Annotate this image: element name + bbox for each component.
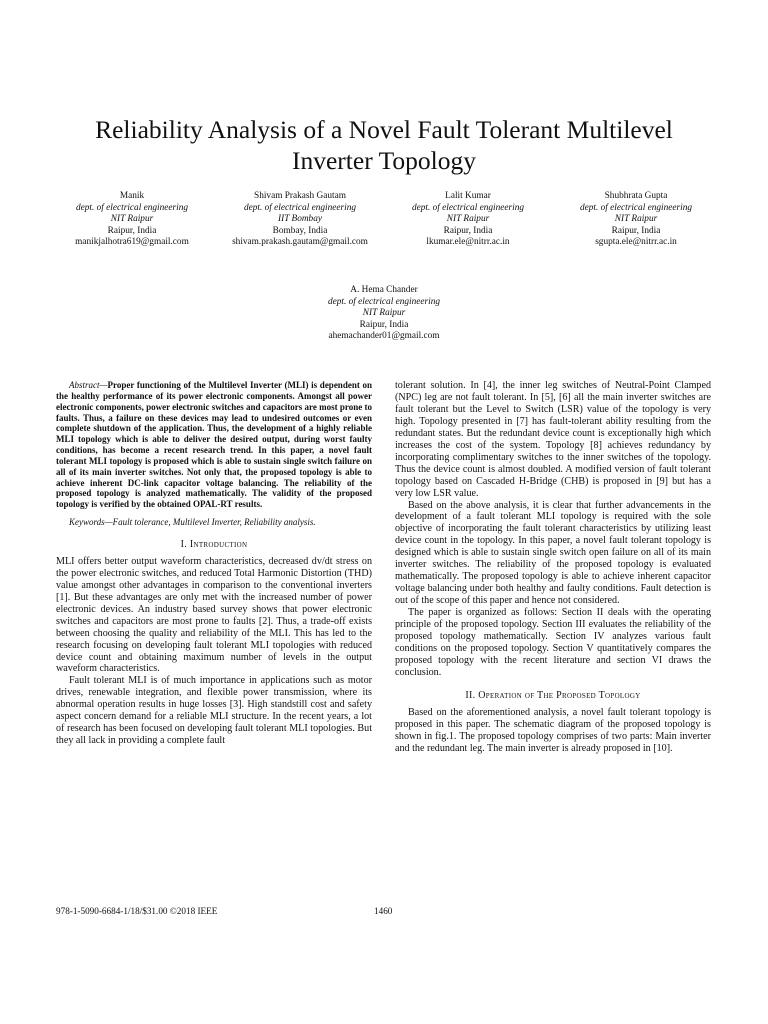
- author-institution: NIT Raipur: [110, 214, 154, 224]
- body-paragraph: tolerant solution. In [4], the inner leg switches of Neutral-Point Clamped (NPC) leg are not fault tolerant. In [5], [6] all the main inverter switches are fault tolerant but the Level to Switch (LSR) value of the topology is very high. Topology presented in [7] has fault-tolerant ability resulting from the redundant states. But the redundant device count is exceptionally high which increases the cost of the system. Topology [8] achieves redundancy by incorporating complimentary switches to the inner switches of the topology. Thus the device count is almost doubled. A modified version of fault tolerant topology based on Cascaded H-Bridge (CHB) is proposed in [9] but has a very low LSR value.: [395, 380, 711, 499]
- abstract-body: Proper functioning of the Multilevel Inverter (MLI) is dependent on the healthy performance of its power electronic components. Amongst all power electronic components, power electronic switches and capacitors are most prone to faults. Thus, a failure on these devices may lead to undesired outcomes or even complete shutdown of the application. Thus, the development of a highly reliable MLI topology which is able to deliver the desired output, during worst faulty conditions, has become a recent research trend. In this paper, a novel fault tolerant MLI topology is proposed which is able to sustain single switch failure on all of its main inverter switches. Not only that, the proposed topology is able to achieve inherent DC-link capacitor voltage balancing. The reliability of the proposed topology is analyzed mathematically. The validity of the proposed topology is verified by the obtained OPAL-RT results.: [56, 380, 372, 510]
- author-dept: dept. of electrical engineering: [243, 202, 357, 213]
- author-email: manikjalhotra619@gmail.com: [75, 237, 189, 247]
- paper-title: Reliability Analysis of a Novel Fault Tolerant Multilevel Inverter Topology: [95, 115, 673, 175]
- body-paragraph: MLI offers better output waveform characteristics, decreased dv/dt stress on the power electronic switches, and reduced Total Harmonic Distortion (THD) value amongst other advantages in comparison to the conventional inverters [1]. But these advantages are only met with the increased number of power electronic devices. An industry based survey shows that power electronic switches and capacitors are most prone to faults [2]. Thus, a trade-off exists between choosing the quality and reliability of the MLI. This has led to the research focusing on developing fault tolerant MLI topologies with reduced device count and obtaining maximum number of levels in the output waveform characteristics.: [56, 555, 372, 675]
- author-email: lkumar.ele@nitrr.ac.in: [426, 237, 510, 247]
- author-institution: NIT Raipur: [362, 308, 406, 318]
- author-city: Raipur, India: [359, 319, 409, 330]
- author-city: Raipur, India: [443, 225, 493, 236]
- footer-copyright: 978-1-5090-6684-1/18/$31.00 ©2018 IEEE: [56, 906, 218, 916]
- author-block: [216, 191, 384, 249]
- author-city: Raipur, India: [107, 225, 157, 236]
- author-dept: dept. of electrical engineering: [411, 202, 525, 213]
- author-name: Shivam Prakash Gautam: [254, 191, 346, 201]
- author-institution: IIT Bombay: [278, 214, 322, 224]
- author-name: Shubhrata Gupta: [604, 191, 668, 201]
- section-heading: I. Introduction: [180, 538, 248, 550]
- right-column: [395, 380, 711, 755]
- page-number: 1460: [374, 906, 393, 916]
- keywords: Keywords—Fault tolerance, Multilevel Inverter, Reliability analysis.: [69, 517, 316, 528]
- abstract-lead: Abstract—: [69, 380, 108, 390]
- author-institution: NIT Raipur: [446, 214, 490, 224]
- body-paragraph: Based on the above analysis, it is clear that further advancements in the development of a fault tolerant MLI topology is required with the sole objective of incorporating the fault tolerant characteristics by utilizing least device count in the topology. In this paper, a novel fault tolerant topology is designed which is able to sustain single switch open failure on all of its main inverter switches. The reliability of the proposed topology is evaluated mathematically. The proposed topology is able to achieve inherent capacitor voltage balancing under both healthy and faulty conditions. Fault detection is out of the scope of this paper and hence not considered.: [395, 499, 711, 607]
- author-name: Manik: [119, 191, 145, 201]
- author-institution: NIT Raipur: [614, 214, 658, 224]
- author-row: [48, 191, 720, 249]
- author-city: Bombay, India: [272, 225, 328, 236]
- author-city: Raipur, India: [611, 225, 661, 236]
- body-paragraph: The paper is organized as follows: Section II deals with the operating principle of the proposed topology. Section III evaluates the reliability of the proposed topology mathematically. Section IV analyzes various fault conditions on the proposed topology. Section V quantitatively compares the proposed topology with the recent literature and section VI draws the conclusion.: [395, 607, 711, 678]
- author-block: [552, 191, 720, 249]
- author-dept: dept. of electrical engineering: [579, 202, 693, 213]
- author-email: sgupta.ele@nitrr.ac.in: [595, 237, 677, 247]
- author-email: shivam.prakash.gautam@gmail.com: [232, 237, 368, 247]
- author-email: ahemachander01@gmail.com: [328, 331, 440, 341]
- author-dept: dept. of electrical engineering: [75, 202, 189, 213]
- body-paragraph: Based on the aforementioned analysis, a novel fault tolerant topology is proposed in this paper. The schematic diagram of the proposed topology is shown in fig.1. The proposed topology comprises of two parts: Main inverter and the redundant leg. The main inverter is already proposed in [10].: [395, 706, 711, 754]
- author-block: [384, 191, 552, 249]
- author-name: Lalit Kumar: [445, 191, 491, 201]
- body-paragraph: Fault tolerant MLI is of much importance in applications such as motor drives, renewable integration, and flexible power transmission, where its abnormal operation results in huge losses [3]. High standstill cost and safety aspect concern demand for a reliable MLI structure. In the recent years, a lot of research has been focused on developing fault tolerant MLI topologies. But they all lack in providing a complete fault: [56, 675, 372, 747]
- author-block: [48, 191, 216, 249]
- author-name: A. Hema Chander: [350, 285, 418, 295]
- author-block: [234, 285, 534, 343]
- section-heading: II. Operation of The Proposed Topology: [465, 689, 641, 701]
- left-column: [56, 380, 372, 747]
- author-dept: dept. of electrical engineering: [327, 296, 441, 307]
- abstract: [56, 380, 372, 510]
